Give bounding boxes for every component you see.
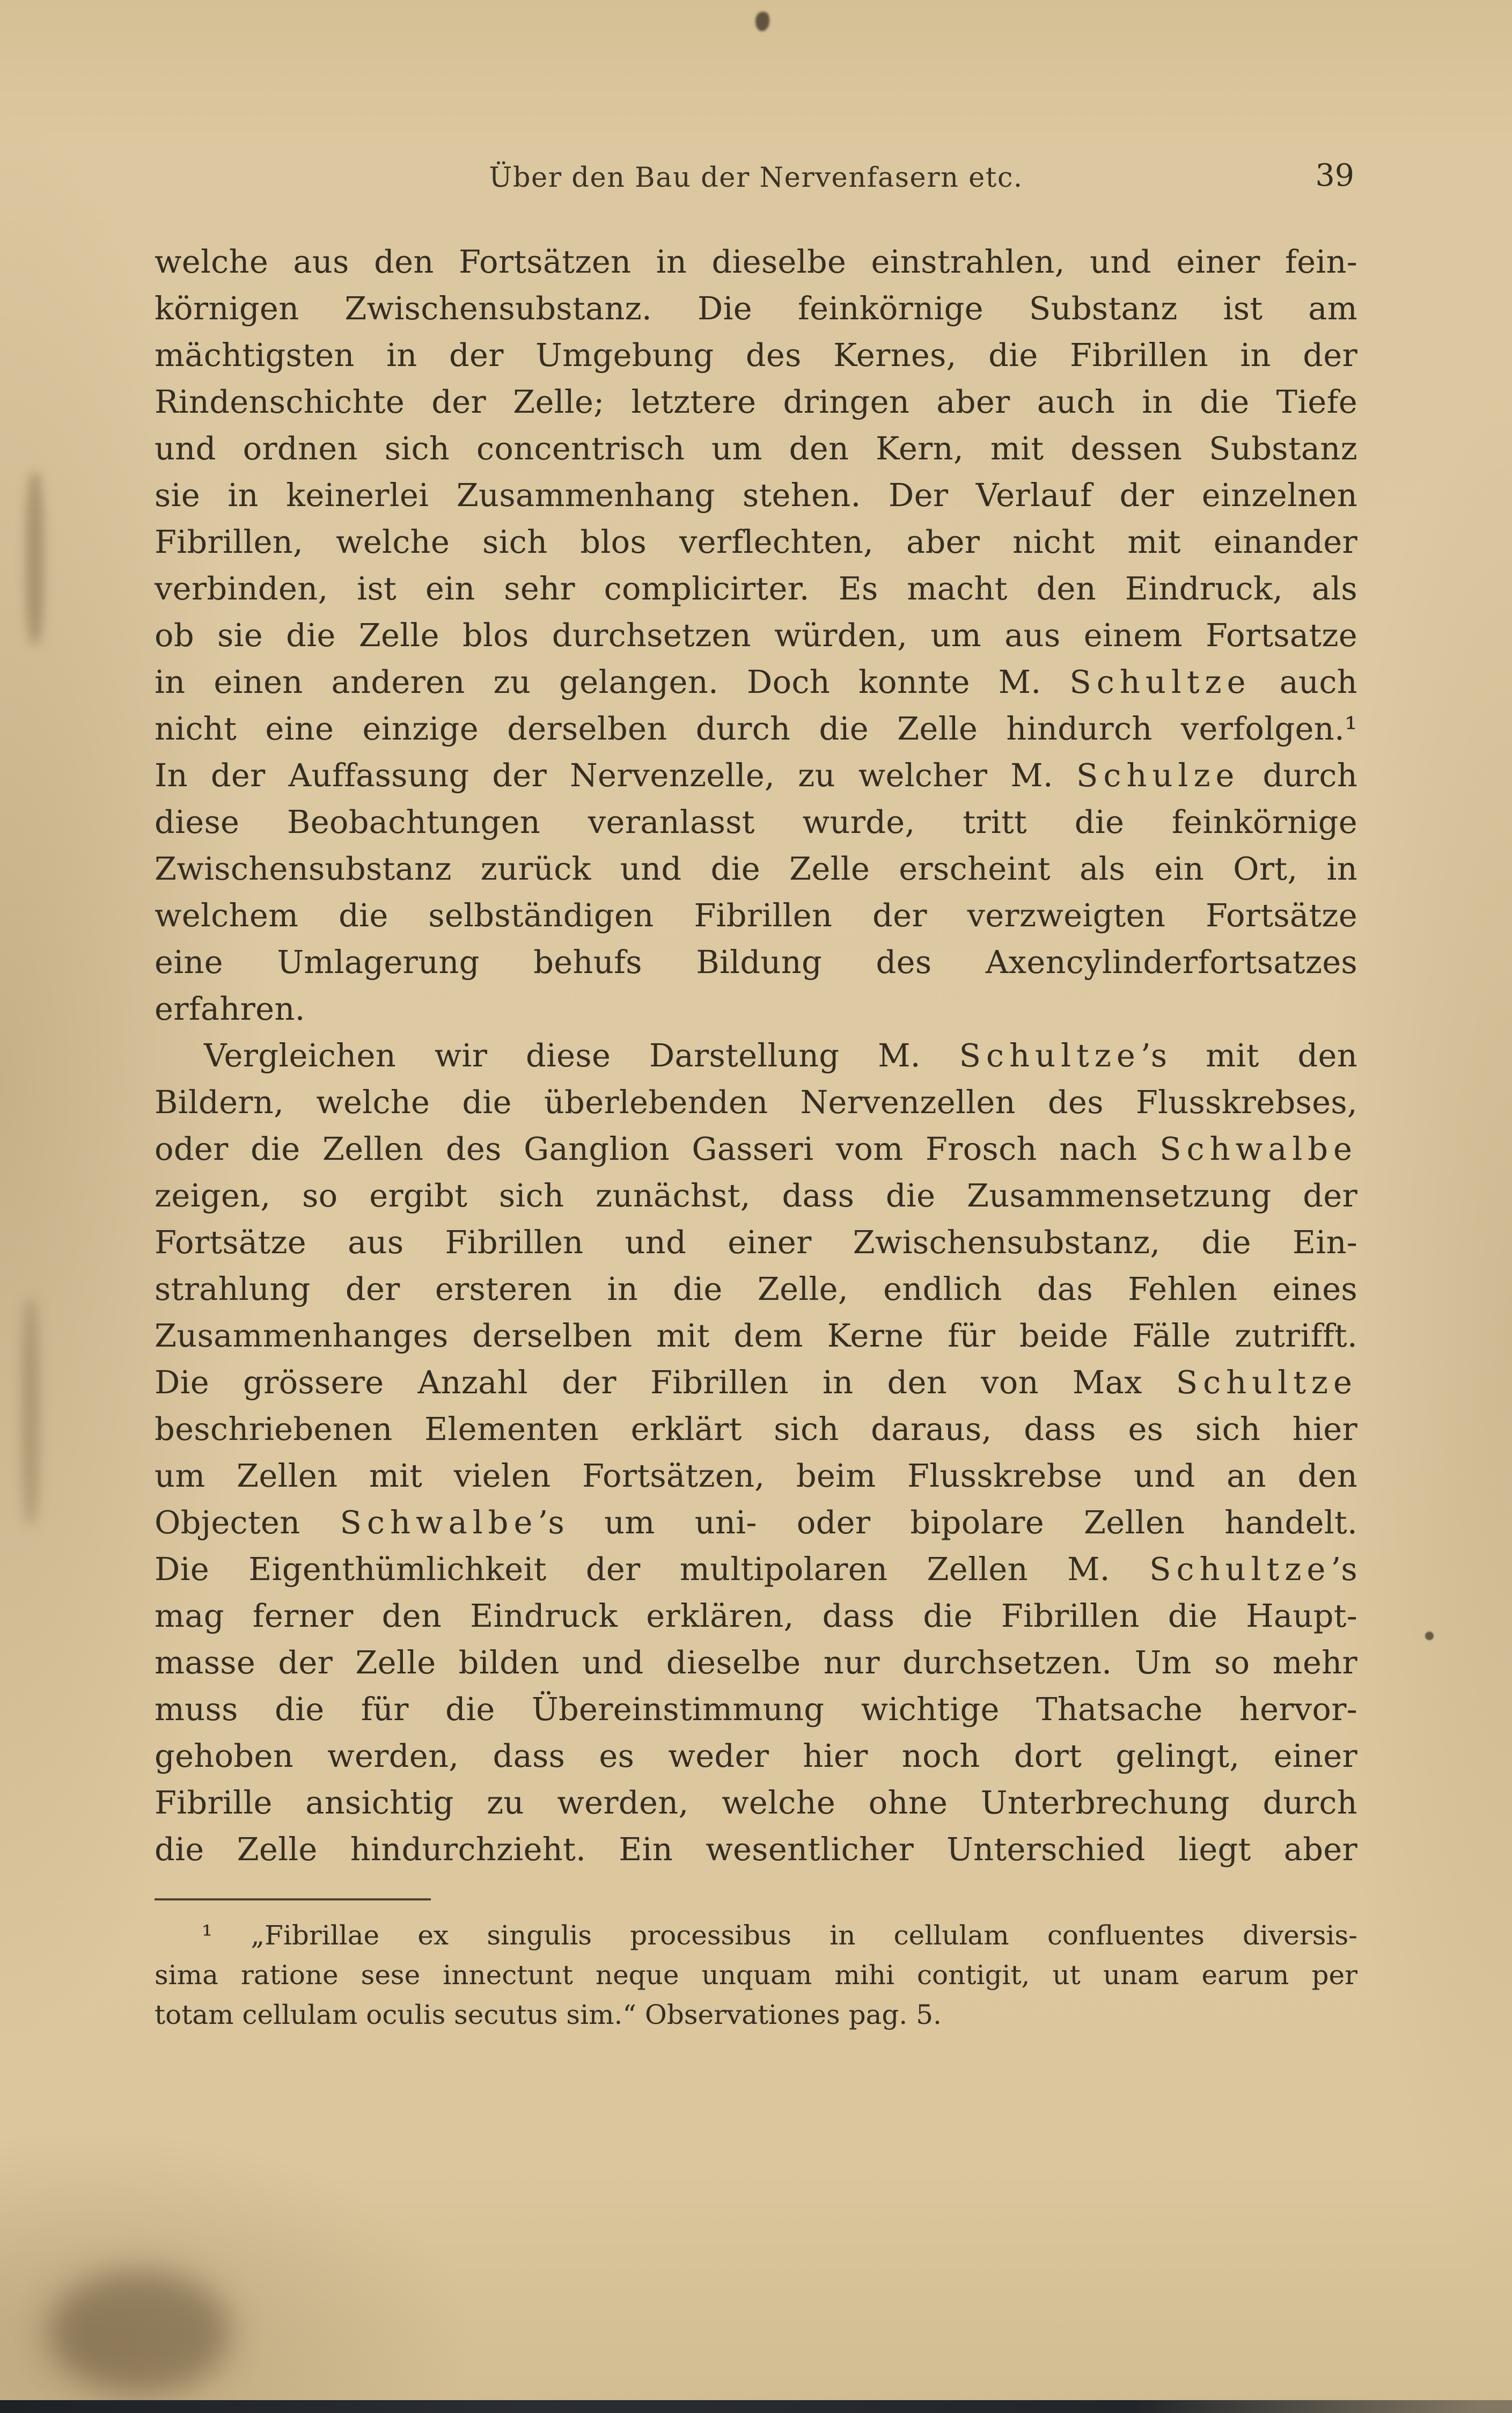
- text-line: Fibrillen, welche sich blos verflechten, aber nicht mit einander: [155, 523, 1357, 560]
- text-line: Fibrille ansichtig zu werden, welche ohne Unterbrechung durch: [155, 1784, 1357, 1821]
- text-line: welchem die selbständigen Fibrillen der verzweigten Fortsätze: [155, 897, 1357, 934]
- text-line: totam cellulam oculis secutus sim.“ Observationes pag. 5.: [155, 1999, 942, 2030]
- spaced-name: Schulze: [1076, 757, 1240, 794]
- paragraph: [155, 1032, 1357, 1873]
- text-line: Objecten Schwalbe’s um uni- oder bipolare Zellen handelt.: [155, 1504, 1357, 1541]
- text-line: zeigen, so ergibt sich zunächst, dass die Zusammensetzung der: [155, 1177, 1357, 1214]
- text-line: körnigen Zwischensubstanz. Die feinkörnige Substanz ist am: [155, 290, 1357, 327]
- text-line: beschriebenen Elementen erklärt sich daraus, dass es sich hier: [155, 1410, 1357, 1447]
- footnote-text: [155, 1915, 1357, 2035]
- text-line: Die grössere Anzahl der Fibrillen in den von Max Schultze: [155, 1364, 1357, 1401]
- text-line: mächtigsten in der Umgebung des Kernes, die Fibrillen in der: [155, 337, 1357, 374]
- text-line: nicht eine einzige derselben durch die Zelle hindurch verfolgen.¹: [155, 710, 1357, 747]
- scan-artifact: [48, 2270, 231, 2394]
- text-line: masse der Zelle bilden und dieselbe nur durchsetzen. Um so mehr: [155, 1644, 1357, 1681]
- text-line: mag ferner den Eindruck erklären, dass die Fibrillen die Haupt-: [155, 1597, 1357, 1634]
- page-content: [155, 158, 1357, 2035]
- scan-artifact: [23, 1299, 39, 1524]
- text-line: die Zelle hindurchzieht. Ein wesentlicher Unterschied liegt aber: [155, 1831, 1357, 1868]
- text-line: Zusammenhanges derselben mit dem Kerne für beide Fälle zutrifft.: [155, 1317, 1357, 1354]
- text-line: strahlung der ersteren in die Zelle, endlich das Fehlen eines: [155, 1270, 1357, 1307]
- text-line: diese Beobachtungen veranlasst wurde, tritt die feinkörnige: [155, 803, 1357, 840]
- page-header: [155, 158, 1357, 201]
- scan-artifact: [755, 12, 769, 31]
- text-line: In der Auffassung der Nervenzelle, zu welcher M. Schulze durch: [155, 757, 1357, 794]
- text-line: oder die Zellen des Ganglion Gasseri vom Frosch nach Schwalbe: [155, 1130, 1357, 1167]
- footnote-rule: [155, 1898, 431, 1900]
- text-line: welche aus den Fortsätzen in dieselbe einstrahlen, und einer fein-: [155, 243, 1357, 280]
- text-line: muss die für die Übereinstimmung wichtige Thatsache hervor-: [155, 1691, 1357, 1728]
- text-line: Zwischensubstanz zurück und die Zelle erscheint als ein Ort, in: [155, 850, 1357, 887]
- page-bottom-edge: [0, 2400, 1512, 2413]
- text-line: um Zellen mit vielen Fortsätzen, beim Flusskrebse und an den: [155, 1457, 1357, 1494]
- spaced-name: Schwalbe: [1159, 1130, 1357, 1167]
- paragraph: [155, 238, 1357, 1032]
- spaced-name: Schultze: [1149, 1551, 1331, 1588]
- scan-artifact: [26, 472, 44, 644]
- running-title: Über den Bau der Nervenfasern etc.: [489, 162, 1023, 194]
- spaced-name: Schwalbe: [340, 1504, 538, 1541]
- text-line: in einen anderen zu gelangen. Doch konnte M. Schultze auch: [155, 663, 1357, 700]
- page-number: 39: [1315, 158, 1354, 193]
- text-line: Vergleichen wir diese Darstellung M. Schultze’s mit den: [204, 1037, 1357, 1074]
- spaced-name: Schultze: [1069, 663, 1251, 700]
- text-line: erfahren.: [155, 990, 305, 1027]
- text-line: eine Umlagerung behufs Bildung des Axencylinderfortsatzes: [155, 944, 1357, 981]
- text-line: sie in keinerlei Zusammenhang stehen. Der Verlauf der einzelnen: [155, 477, 1357, 514]
- text-line: Bildern, welche die überlebenden Nervenzellen des Flusskrebses,: [155, 1084, 1357, 1121]
- text-line: und ordnen sich concentrisch um den Kern, mit dessen Substanz: [155, 430, 1357, 467]
- text-line: Die Eigenthümlichkeit der multipolaren Zellen M. Schultze’s: [155, 1551, 1357, 1588]
- spaced-name: Schultze: [959, 1037, 1141, 1074]
- text-line: Fortsätze aus Fibrillen und einer Zwischensubstanz, die Ein-: [155, 1224, 1357, 1261]
- text-line: ¹ „Fibrillae ex singulis processibus in cellulam confluentes diversis-: [202, 1920, 1357, 1951]
- text-line: verbinden, ist ein sehr complicirter. Es macht den Eindruck, als: [155, 570, 1357, 607]
- body-text: [155, 238, 1357, 1873]
- scan-artifact: [1425, 1632, 1434, 1640]
- text-line: sima ratione sese innectunt neque unquam mihi contigit, ut unam earum per: [155, 1959, 1357, 1991]
- text-line: ob sie die Zelle blos durchsetzen würden, um aus einem Fortsatze: [155, 617, 1357, 654]
- text-line: gehoben werden, dass es weder hier noch dort gelingt, einer: [155, 1737, 1357, 1774]
- text-line: Rindenschichte der Zelle; letztere dringen aber auch in die Tiefe: [155, 383, 1357, 420]
- spaced-name: Schultze: [1176, 1364, 1357, 1401]
